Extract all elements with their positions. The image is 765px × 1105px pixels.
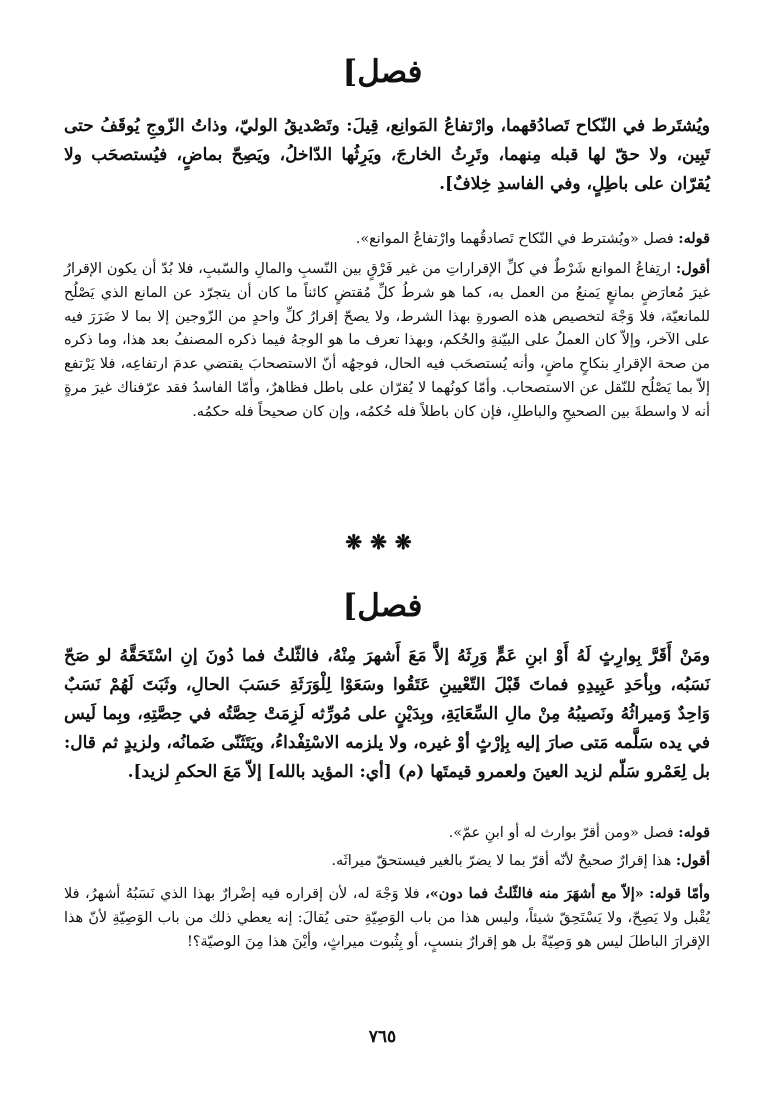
section-heading: [فصل bbox=[342, 588, 423, 624]
commentary-paragraph: ارتِفاعُ الموانع شَرْطٌ في كلِّ الإقراراتِ من غير فَرْقٍ بين النّسبِ والمالِ والسّببِ، فلا بُدّ أن يكون الإقرارُ غيرَ مُعارَضٍ بمانعٍ يَمنعُ من العمل به، كما هو شرطُ كلِّ مُقتضٍ كائناً ما كان أن يتجرّد عن المانع الذي يَصْلُح للمانعيّة، فلا وَجْهَ لتخصيص هذه الصورةِ بهذا الشرط، ولا يصحّ إقرارُ كلِّ واحدٍ من الزّوجين إلا بما لا ضَرَرَ فيه على الآخر، وإلاّ كان العملُ على البيّنةِ والحُكم، وبهذا تعرف ما هو الوجهُ فيما ذكره المصنفُ بعد هذا، وما ذكره من صحة الإقرارِ بنكاحٍ ماضٍ، وأنه يُستصحَب فيه الحال، فوجهُه أنّ الاستصحابَ يقتضي عدمَ ارتفاعِه، فلا يَرْتفع إلاّ بما يَصْلُح للنّقل عن الاستصحاب. وأمّا كونُهما لا يُقرّان على باطل فظاهرٌ، وأمّا الفاسدُ فقد عرّفناك غيرَ مرةٍ أنه لا واسطةَ بين الصحيحِ والباطلِ، فإن كان باطلاً فله حُكمُه، وإن كان صحيحاً فله حكمُه. bbox=[64, 261, 710, 420]
qawl-text: فصل «ومن أقرّ بوارث له أو ابنِ عمّ». bbox=[448, 825, 674, 841]
commentary-quote: «إلاّ مع أشهَرَ منه فالثّلثُ فما دون»، bbox=[425, 885, 644, 902]
commentary-paragraph: هذا إقرارٌ صحيحٌ لأنّه أقرّ بما لا يضرّ بالغير فيستحقّ ميراثَه. bbox=[331, 853, 672, 869]
page-number: ٧٦٥ bbox=[368, 1027, 397, 1047]
matn-paragraph: ومَنْ أَقَرَّ بِوارِثٍ لَهُ أَوْ ابنِ عَمٍّ وَرِثَهُ إلاَّ مَعَ أَشهرَ مِنْهُ، فالثّلثُ فما دُونَ إنِ اسْتَحَقَّهُ لو صَحّ نَسَبُه، وبِأحَدِ عَبِيدِهِ فماتَ قَبْلَ التّعْيينِ عَتَقُوا وسَعَوْا لِلْوَرَثَةِ حَسَبَ الحالِ، وثَبَتَ لَهُمْ نَسَبٌ وَاحِدٌ وَميراثُهُ ونَصيبُهُ مِنْ مالِ السِّعَايَةِ، وبِدَيْنٍ على مُورِّثه لَزِمَتْ حِصَّتُه في حِصَّتِهِ، وبِما لَيس في يده سَلَّمه مَتى صارَ إليه بِإرْثٍ أوْ غيره، ولا يلزمه الاسْتِفْداءُ، ويَتَثَنّى ضَمانُه، ولزيدٍ ثم قال: بل لِعَمْرو سَلّم لزيد العينَ ولعمرو قيمتَها (م) [أي: المؤيد بالله] إلاّ مَعَ الحكمِ لزيد]. bbox=[64, 646, 710, 782]
matn-text bbox=[64, 642, 710, 787]
qawl-line bbox=[64, 226, 710, 252]
commentary-text bbox=[64, 882, 710, 954]
qawl-label: قوله: bbox=[678, 230, 710, 247]
section-heading: [فصل bbox=[342, 54, 423, 90]
commentary-text bbox=[64, 257, 710, 425]
qawl-line bbox=[64, 820, 710, 846]
section-separator: ❋❋❋ bbox=[345, 530, 420, 554]
commentary-paragraph: فلا وَجْهَ له، لأن إقراره فيه إضْرارٌ بهذا الذي نَسَبُهُ أشهرُ، فلا يُقْبل ولا يَصِحّ، ولا يَسْتَحِقّ شيئاً، وليس هذا من باب الوَصِيّةِ حتى يُقالَ: إنه يعطي ذلك من باب الوَصِيّةِ لأنّ هذا الإقرارَ الباطلَ ليس هو وَصِيّةً بل هو إقرارٌ بنسبٍ، أو بِثُبوت ميراثٍ، وأيْنَ هذا مِنَ الوصيّة؟! bbox=[64, 886, 710, 950]
qawl-text: فصل «ويُشترط في النّكاح تَصادقُهما وارْتفاعُ الموانع». bbox=[355, 231, 674, 247]
commentary-label: أقول: bbox=[675, 852, 710, 869]
commentary-line bbox=[64, 848, 710, 874]
matn-paragraph: ويُشتَرط في النّكاح تَصادُقهما، وارْتفاعُ المَوانِع، قِيلَ: وتَصْديقُ الوليّ، وذاتُ الزّوجِ يُوقَفُ حتى تَبِين، ولا حقّ لها قبله مِنهما، وتَرِثُ الخارجَ، ويَرِثُها الدّاخلُ، ويَصِحّ بماضٍ، فيُستصحَب ولا يُقرّان على باطِلٍ، وفي الفاسدِ خِلافٌ]. bbox=[64, 116, 710, 194]
commentary-label: وأمّا قوله: bbox=[649, 885, 710, 902]
matn-text bbox=[64, 112, 710, 199]
qawl-label: قوله: bbox=[678, 824, 710, 841]
commentary-label: أقول: bbox=[675, 260, 711, 277]
